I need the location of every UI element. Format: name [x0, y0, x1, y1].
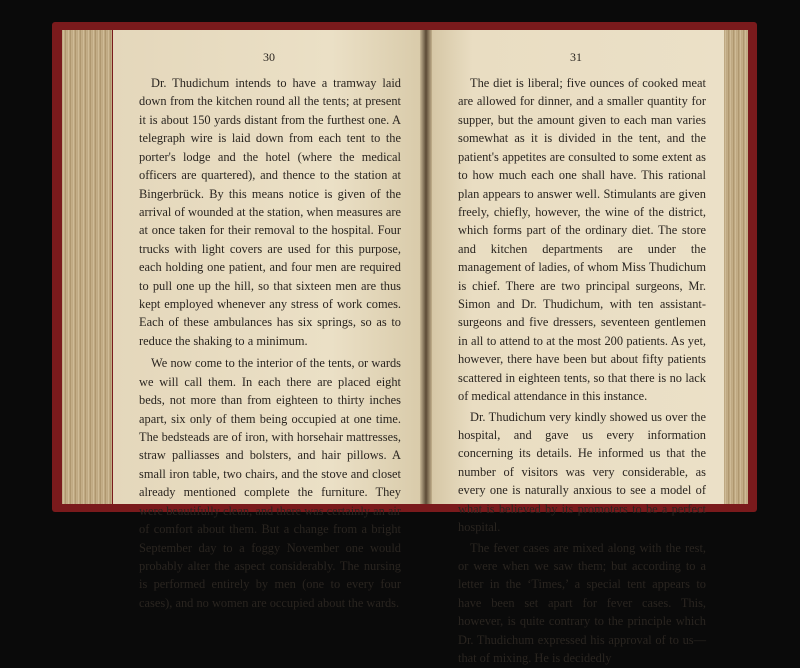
page-edges-right: [722, 30, 748, 504]
page-edges-left: [62, 30, 112, 504]
right-page: [428, 30, 724, 666]
page-number: 31: [570, 50, 582, 64]
paragraph: Dr. Thudichum very kindly showed us over the hospital, and gave us every information concerning its details. He informed us that the number of visitors was very considerable, as every one is naturally anxious to see a model of what is believed by its promoters to be a perfect hospital.: [458, 409, 706, 535]
paragraph: The diet is liberal; five ounces of cooked meat are allowed for dinner, and a smaller quantity for supper, but the amount given to each man varies somewhat as it is divided in the tent, and the patient's appetites are consulted to some extent as to how much each one shall have. This rational plan appears to answer well. Stimulants are given freely, chiefly, however, the wine of the district, which forms part of the ordinary diet. The store and kitchen departments are under the management of ladies, of whom Miss Thudichum is chief. There are two principal surgeons, Mr. Simon and Dr. Thudichum, with ten assistant-surgeons and five dressers, seventeen gentlemen in all to attend to at the most 200 patients. As yet, however, there have been but about fifty patients scattered in eighteen tents, so that there is no lack of medical attendance in this instance.: [458, 76, 706, 404]
paragraph: We now come to the interior of the tents, or wards we will call them. In each there are placed eight beds, not more than from eighteen to thirty inches apart, six only of them being occupied at one time. The bedsteads are of iron, with horsehair mattresses, straw palliasses and bolsters, and hair pillows. A small iron table, two chairs, and the stove and closet already mentioned complete the furniture. They were beautifully clean, and there was certainly an air of comfort about them. But a change from a bright September day to a foggy November one would probably alter the aspect considerably. The nursing is performed entirely by men (one to every four cases), and no women are occupied about the wards.: [139, 356, 401, 610]
paragraph: The fever cases are mixed along with the rest, or were when we saw them; but according to a letter in the ‘Times,’ a special tent appears to have been set apart for fever cases. This, however, is quite contrary to the principle which Dr. Thudichum expressed his approval of to us—that of mixing. He is decidedly: [458, 540, 706, 666]
page-text: [458, 74, 706, 668]
left-page: [113, 30, 425, 610]
paragraph: Dr. Thudichum intends to have a tramway laid down from the kitchen round all the tents; at present it is about 150 yards distant from the furthest one. A telegraph wire is laid down from each tent to the porter's lodge and the hotel (where the medical officers are quartered), and thence to the station at Bingerbrück. By this means notice is given of the arrival of wounded at the station, when measures are at once taken for their removal to the hospital. Four trucks with light covers are used for this purpose, each holding one patient, and four men are required to pull one up the hill, so that sixteen men are thus kept employed whenever any stress of work comes. Each of these ambulances has six springs, so as to reduce the shaking to a minimum.: [139, 76, 401, 348]
page-text: [139, 74, 401, 612]
book-gutter: [420, 30, 432, 504]
page-number: 30: [263, 50, 275, 64]
